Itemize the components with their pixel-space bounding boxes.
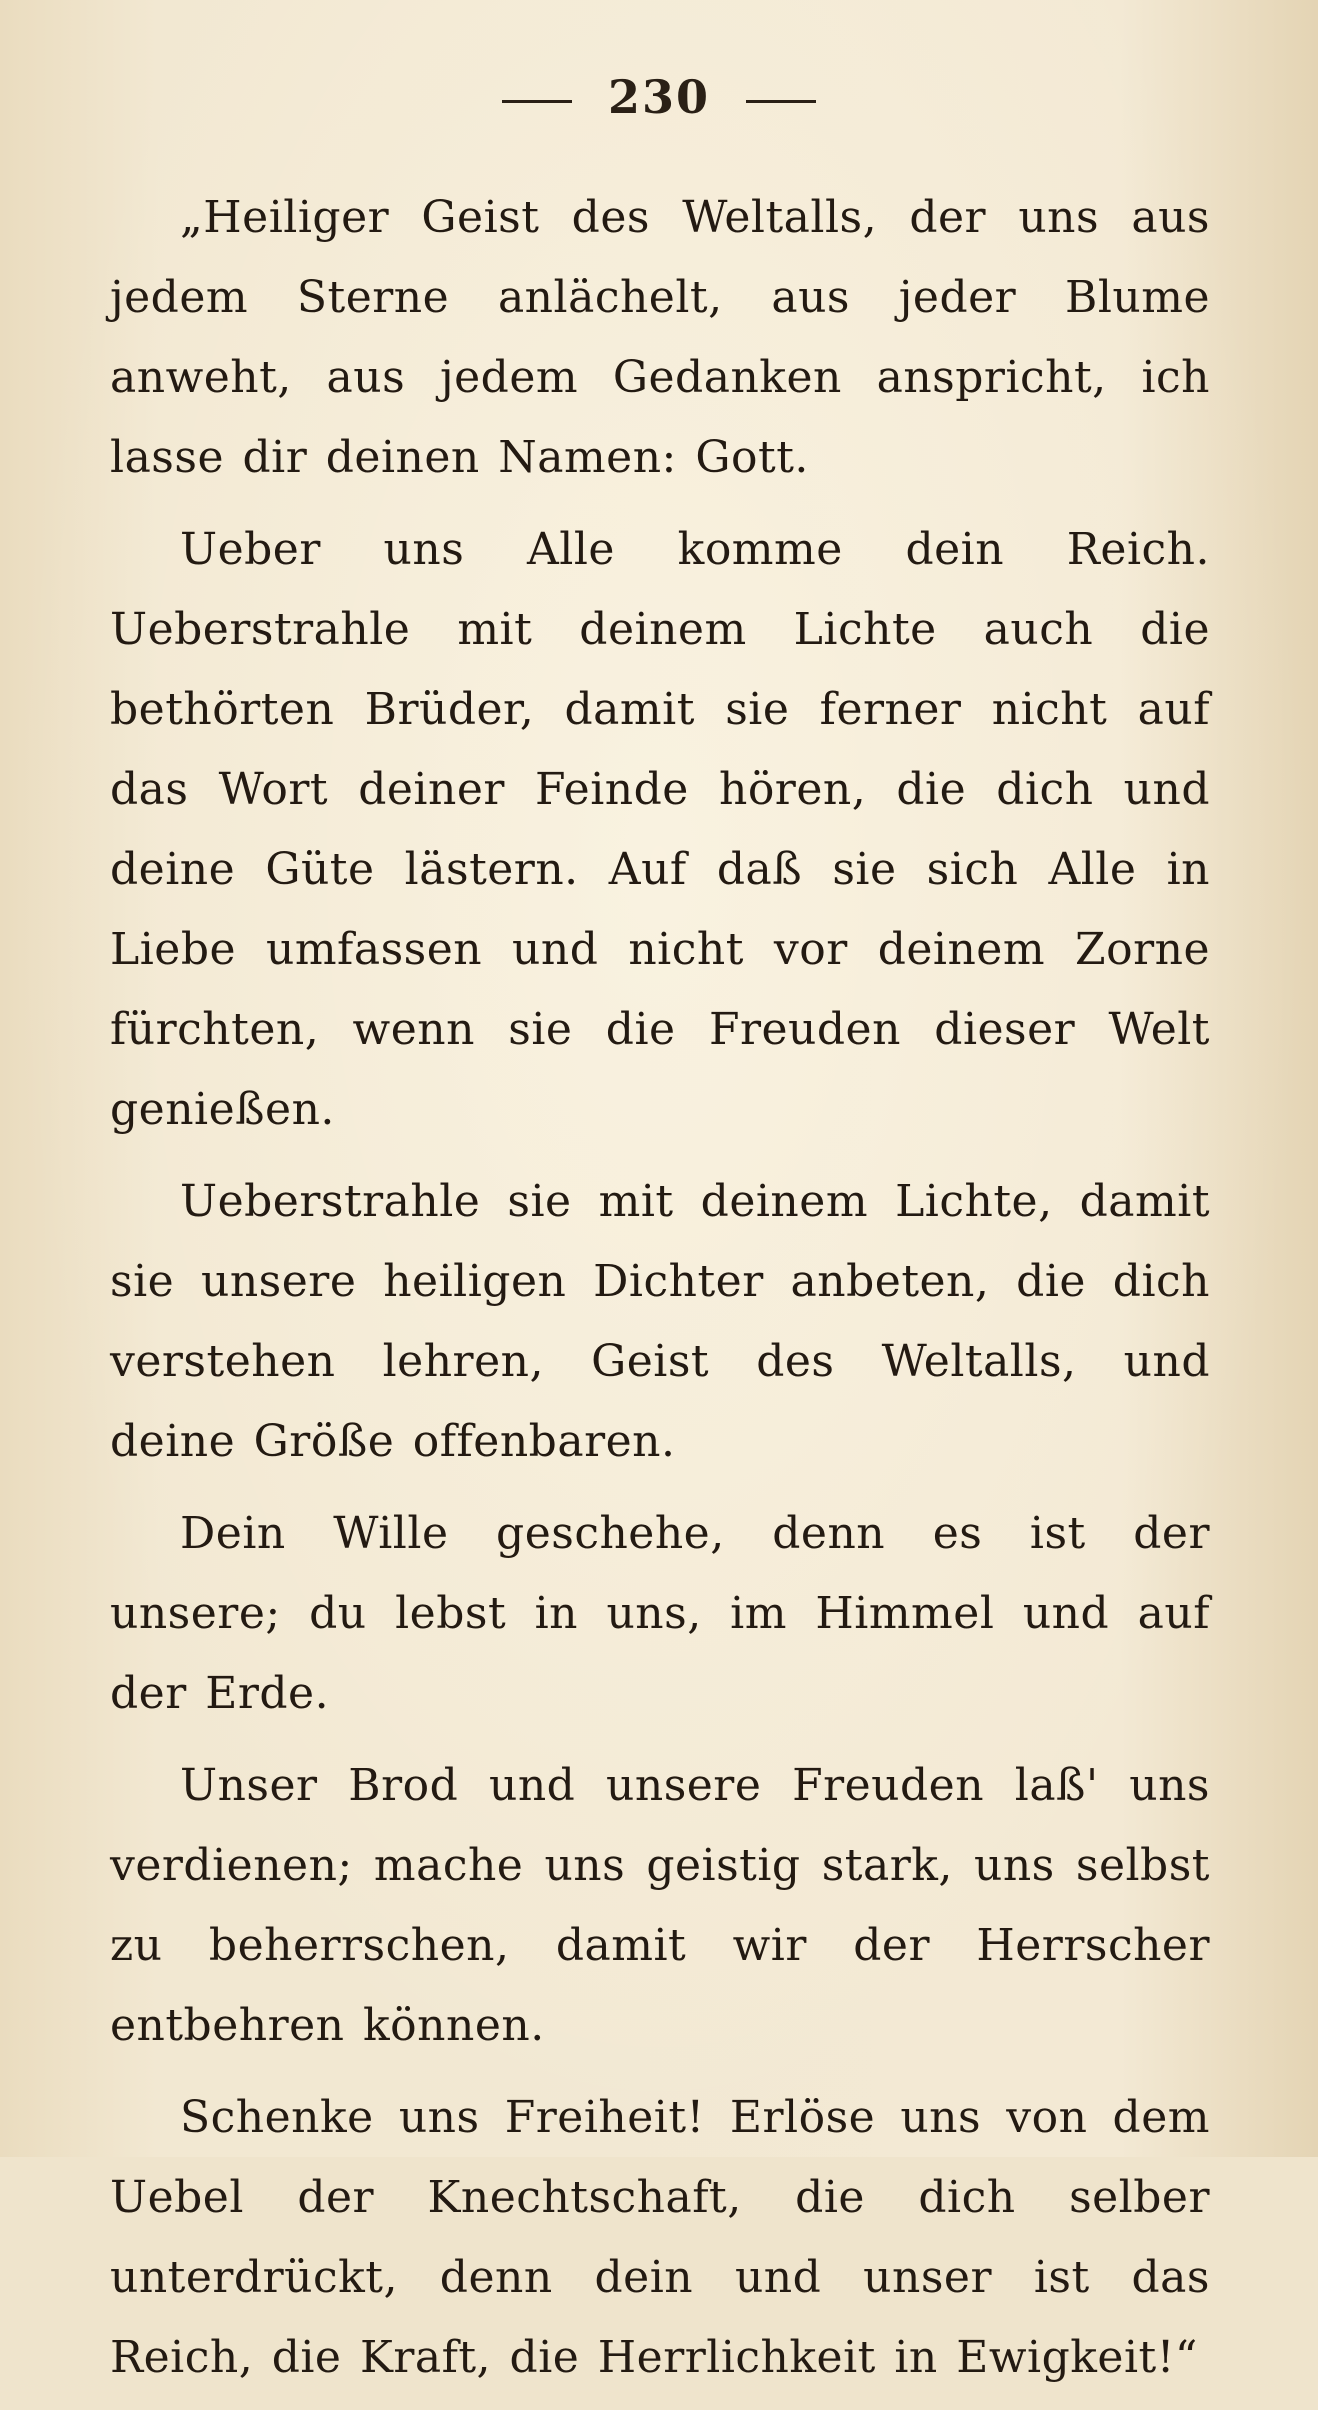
page-header bbox=[0, 70, 1318, 124]
paragraph-kingdom: Ueber uns Alle komme dein Reich. Ueberstrahle mit deinem Lichte auch die bethörten Brüder, damit sie ferner nicht auf das Wort deiner Feinde hören, die dich und deine Güte lästern. Auf daß sie sich Alle in Liebe umfassen und nicht vor deinem Zorne fürchten, wenn sie die Freuden dieser Welt genießen. bbox=[110, 524, 1210, 1135]
paragraph-illuminate: Ueberstrahle sie mit deinem Lichte, damit sie unsere heiligen Dichter anbeten, die dich verstehen lehren, Geist des Weltalls, und deine Größe offenbaren. bbox=[110, 1176, 1210, 1467]
paragraph-freedom: Schenke uns Freiheit! Erlöse uns von dem Uebel der Knechtschaft, die dich selber unterdrückt, denn dein und unser ist das Reich, die Kraft, die Herrlichkeit in Ewigkeit!“ bbox=[110, 2092, 1210, 2383]
paragraph-bread: Unser Brod und unsere Freuden laß' uns verdienen; mache uns geistig stark, uns selbst zu beherrschen, damit wir der Herrscher entbehren können. bbox=[110, 1760, 1210, 2051]
header-dash-left bbox=[502, 100, 572, 103]
header-dash-right bbox=[746, 100, 816, 103]
paragraph-invocation: „Heiliger Geist des Weltalls, der uns aus jedem Sterne anlächelt, aus jeder Blume anweht, aus jedem Gedanken anspricht, ich lasse dir deinen Namen: Gott. bbox=[110, 192, 1210, 483]
paragraph-will: Dein Wille geschehe, denn es ist der unsere; du lebst in uns, im Himmel und auf der Erde. bbox=[110, 1508, 1210, 1719]
page-body bbox=[110, 178, 1210, 2410]
page-number: 230 bbox=[607, 70, 711, 124]
